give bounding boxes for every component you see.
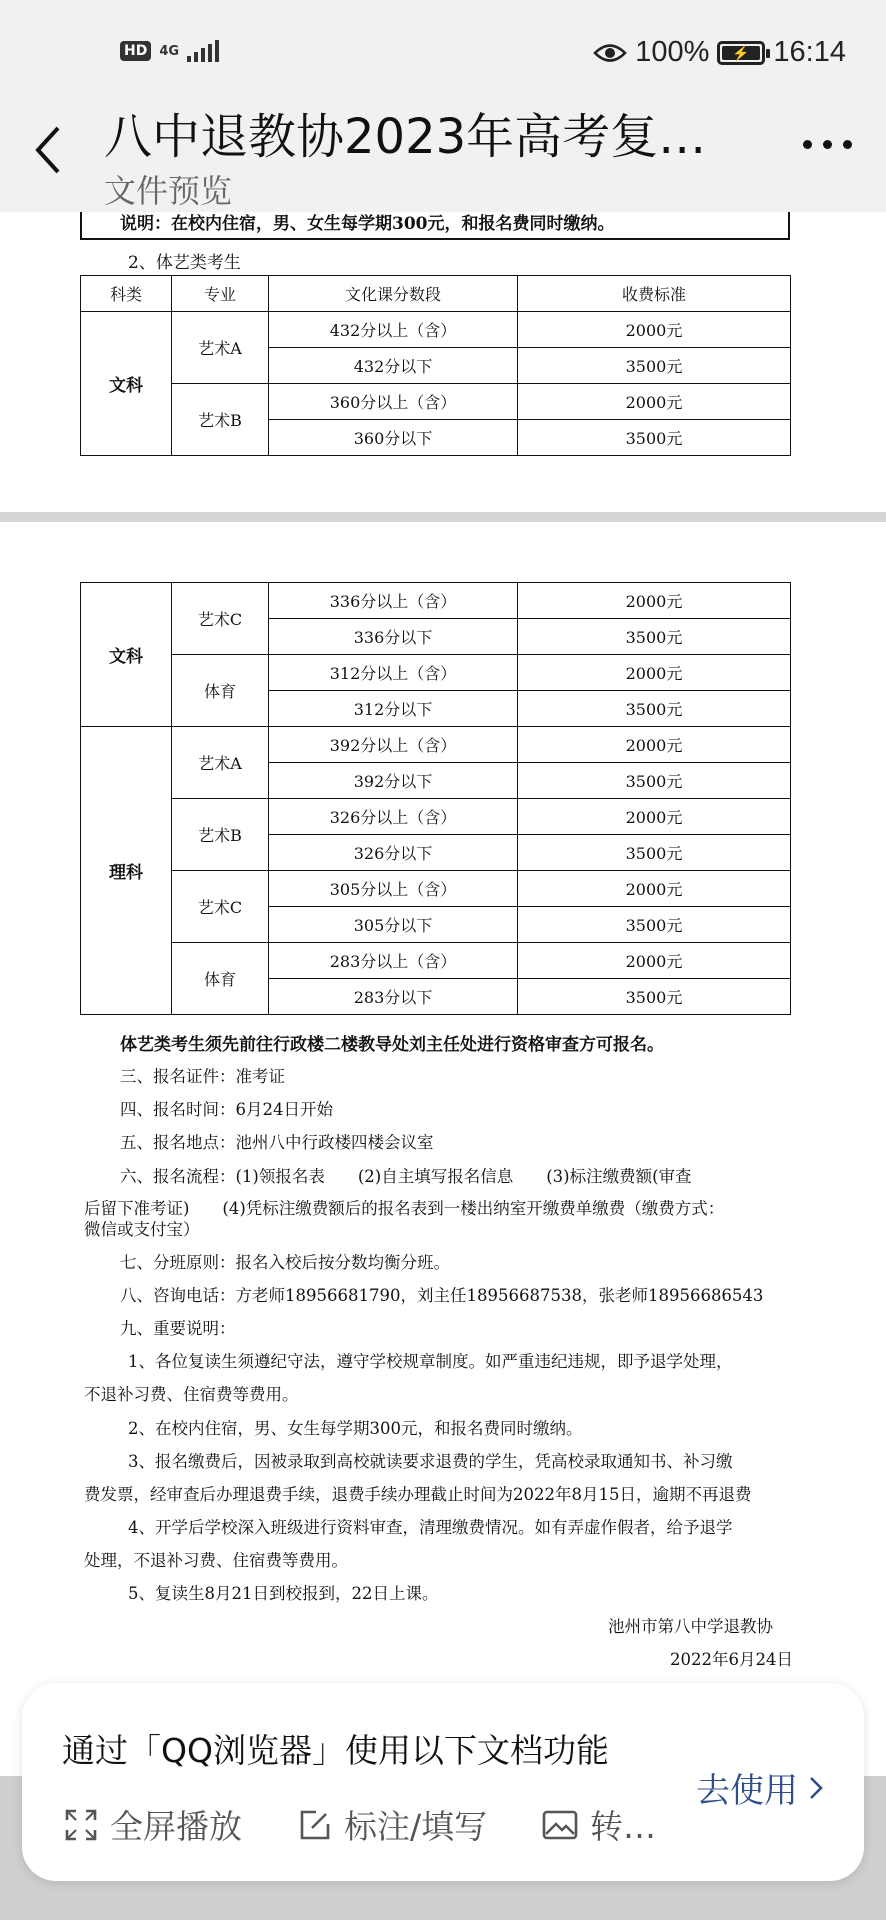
fee-cell: 2000元	[518, 871, 791, 907]
header-cell: 收费标准	[518, 276, 791, 312]
fee-cell: 2000元	[518, 312, 791, 348]
fee-cell: 3500元	[518, 348, 791, 384]
signal-icon	[187, 40, 219, 62]
doc-line: 5、复读生8月21日到校报到，22日上课。	[128, 1584, 439, 1603]
battery-icon: ⚡	[717, 41, 765, 65]
status-right	[593, 36, 846, 69]
score-range-cell: 392分以上（含）	[269, 727, 518, 763]
doc-line: 八、咨询电话：方老师18956681790，刘主任18956687538，张老师18956686543	[120, 1286, 764, 1305]
doc-line: 微信或支付宝）	[84, 1220, 200, 1239]
annotate-fill-button[interactable]	[298, 1801, 487, 1848]
table-header-row	[81, 276, 791, 312]
convert-button[interactable]	[542, 1801, 656, 1848]
chevron-right-icon	[808, 1775, 824, 1801]
table-row	[81, 312, 791, 348]
doc-line: 后留下准考证) (4)凭标注缴费额后的报名表到一楼出纳室开缴费单缴费（缴费方式：	[84, 1199, 725, 1218]
header-cell: 文化课分数段	[269, 276, 518, 312]
fee-table-2	[80, 582, 791, 1015]
score-range-cell: 432分以上（含）	[269, 312, 518, 348]
doc-line: 2、在校内住宿，男、女生每学期300元，和报名费同时缴纳。	[128, 1419, 583, 1438]
network-label: 4G	[159, 43, 180, 59]
doc-line: 处理，不退补习费、住宿费等费用。	[84, 1551, 348, 1570]
fee-cell: 2000元	[518, 655, 791, 691]
major-cell: 体育	[172, 655, 269, 727]
major-cell: 艺术C	[172, 871, 269, 943]
eye-icon	[593, 42, 627, 64]
fee-cell: 3500元	[518, 619, 791, 655]
score-range-cell: 312分以上（含）	[269, 655, 518, 691]
major-cell: 艺术B	[172, 384, 269, 456]
status-left	[120, 40, 219, 62]
annotate-label: 标注/填写	[344, 1807, 488, 1846]
app-header	[0, 0, 886, 212]
fee-cell: 3500元	[518, 691, 791, 727]
doc-line: 费发票，经审查后办理退费手续，退费手续办理截止时间为2022年8月15日，逾期不再退费	[84, 1485, 752, 1504]
go-use-button[interactable]	[696, 1763, 824, 1812]
doc-line: 三、报名证件：准考证	[120, 1067, 285, 1086]
table-row	[81, 727, 791, 763]
fee-cell: 3500元	[518, 835, 791, 871]
battery-percent: 100%	[635, 36, 710, 68]
page-title: 八中退教协2023年高考复…	[104, 109, 707, 165]
fee-cell: 2000元	[518, 799, 791, 835]
score-range-cell: 432分以下	[269, 348, 518, 384]
fee-cell: 2000元	[518, 384, 791, 420]
doc-line: 不退补习费、住宿费等费用。	[84, 1385, 299, 1404]
dot-icon	[823, 140, 832, 149]
fee-table-1	[80, 275, 791, 456]
go-use-label: 去使用	[696, 1771, 798, 1811]
score-range-cell: 392分以下	[269, 763, 518, 799]
status-bar	[0, 30, 886, 80]
promo-title: 通过「QQ浏览器」使用以下文档功能	[62, 1731, 609, 1770]
score-range-cell: 326分以上（含）	[269, 799, 518, 835]
score-range-cell: 305分以下	[269, 907, 518, 943]
fee-cell: 2000元	[518, 727, 791, 763]
doc-line: 1、各位复读生须遵纪守法，遵守学校规章制度。如严重违纪违规，即予退学处理，	[128, 1352, 733, 1371]
group-cell: 文科	[81, 583, 172, 727]
section-heading: 2、体艺类考生	[128, 253, 241, 273]
document-page-1[interactable]	[0, 212, 886, 512]
doc-line: 六、报名流程：(1)领报名表 (2)自主填写报名信息 (3)标注缴费额(审查	[120, 1167, 692, 1186]
score-range-cell: 360分以上（含）	[269, 384, 518, 420]
major-cell: 艺术A	[172, 312, 269, 384]
fullscreen-play-button[interactable]	[64, 1801, 242, 1848]
table-row	[81, 943, 791, 979]
fee-cell: 3500元	[518, 907, 791, 943]
doc-line: 五、报名地点：池州八中行政楼四楼会议室	[120, 1133, 434, 1152]
fullscreen-label: 全屏播放	[110, 1807, 242, 1846]
doc-line: 4、开学后学校深入班级进行资料审查，清理缴费情况。如有弄虚作假者，给予退学	[128, 1518, 733, 1537]
dot-icon	[843, 140, 852, 149]
score-range-cell: 305分以上（含）	[269, 871, 518, 907]
major-cell: 艺术C	[172, 583, 269, 655]
major-cell: 艺术A	[172, 727, 269, 799]
chevron-left-icon	[30, 120, 70, 180]
score-range-cell: 312分以下	[269, 691, 518, 727]
qualification-note: 体艺类考生须先前往行政楼二楼教导处刘主任处进行资格审查方可报名。	[120, 1035, 664, 1055]
major-cell: 体育	[172, 943, 269, 1015]
score-range-cell: 336分以上（含）	[269, 583, 518, 619]
doc-line: 3、报名缴费后，因被录取到高校就读要求退费的学生，凭高校录取通知书、补习缴	[128, 1452, 733, 1471]
hd-badge: HD	[120, 41, 151, 61]
convert-label: 转…	[590, 1807, 656, 1846]
doc-line: 九、重要说明：	[120, 1319, 236, 1338]
fee-cell: 2000元	[518, 583, 791, 619]
signature-date: 2022年6月24日	[670, 1650, 793, 1669]
table-row	[81, 655, 791, 691]
doc-line: 四、报名时间：6月24日开始	[120, 1100, 333, 1119]
page-separator	[0, 512, 886, 522]
header-cell: 科类	[81, 276, 172, 312]
score-range-cell: 336分以下	[269, 619, 518, 655]
score-range-cell: 326分以下	[269, 835, 518, 871]
signature: 池州市第八中学退教协	[608, 1617, 773, 1636]
table-row	[81, 583, 791, 619]
dot-icon	[803, 140, 812, 149]
fee-cell: 3500元	[518, 979, 791, 1015]
more-options-button[interactable]	[803, 140, 852, 149]
group-cell: 文科	[81, 312, 172, 456]
group-cell: 理科	[81, 727, 172, 1015]
major-cell: 艺术B	[172, 799, 269, 871]
table-row	[81, 871, 791, 907]
page-subtitle: 文件预览	[104, 172, 233, 210]
doc-line: 七、分班原则：报名入校后按分数均衡分班。	[120, 1253, 450, 1272]
fee-cell: 2000元	[518, 943, 791, 979]
edit-icon	[298, 1808, 332, 1842]
fee-cell: 3500元	[518, 763, 791, 799]
clock: 16:14	[773, 36, 846, 68]
score-range-cell: 283分以下	[269, 979, 518, 1015]
header-cell: 专业	[172, 276, 269, 312]
fullscreen-icon	[64, 1808, 98, 1842]
qq-browser-promo-card	[22, 1683, 864, 1881]
table-row	[81, 799, 791, 835]
score-range-cell: 360分以下	[269, 420, 518, 456]
back-button[interactable]	[30, 120, 70, 180]
score-range-cell: 283分以上（含）	[269, 943, 518, 979]
table-row	[81, 384, 791, 420]
accommodation-note: 说明：在校内住宿，男、女生每学期300元，和报名费同时缴纳。	[80, 212, 790, 240]
fee-cell: 3500元	[518, 420, 791, 456]
image-icon	[542, 1810, 578, 1840]
